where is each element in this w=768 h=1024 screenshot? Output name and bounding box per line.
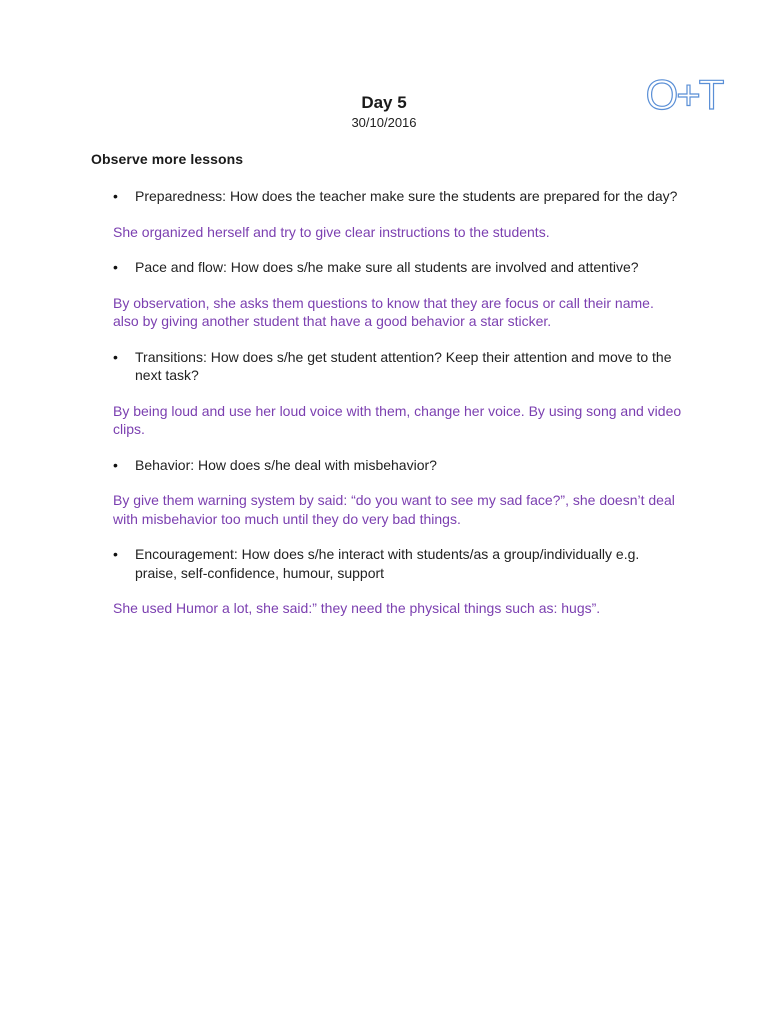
section-heading: Observe more lessons — [91, 151, 244, 167]
question-text: Encouragement: How does s/he interact with students/as a group/individually e.g. praise, self-confidence, humour, support — [135, 546, 640, 581]
observation-list — [113, 187, 683, 635]
question-bullet — [113, 348, 683, 385]
observation-item — [113, 348, 683, 439]
page-title: Day 5 — [361, 93, 407, 112]
logo-text: O+T — [645, 72, 723, 116]
answer-text: She organized herself and try to give clear instructions to the students. — [113, 223, 550, 240]
bullet-icon: • — [113, 259, 118, 275]
page-date: 30/10/2016 — [351, 115, 417, 130]
observation-item — [113, 258, 683, 331]
observation-item — [113, 187, 683, 241]
question-bullet — [113, 187, 683, 206]
observation-item — [113, 456, 683, 529]
question-text: Behavior: How does s/he deal with misbehavior? — [135, 456, 437, 473]
answer-text: She used Humor a lot, she said:” they need the physical things such as: hugs”. — [113, 600, 601, 616]
answer-text: By give them warning system by said: “do you want to see my sad face?”, she doesn’t deal with misbehavior too much until they do very bad things. — [113, 492, 675, 527]
question-bullet — [113, 258, 683, 277]
bullet-icon: • — [113, 348, 118, 365]
bullet-icon: • — [113, 546, 118, 562]
observation-item — [113, 545, 683, 618]
question-text: Preparedness: How does the teacher make sure the students are prepared for the day? — [135, 188, 678, 204]
bullet-icon: • — [113, 456, 118, 473]
answer-text: By being loud and use her loud voice with them, change her voice. By using song and video clips. — [113, 402, 682, 437]
question-text: Transitions: How does s/he get student attention? Keep their attention and move to the next task? — [135, 348, 672, 383]
question-text: Pace and flow: How does s/he make sure all students are involved and attentive? — [135, 259, 639, 275]
question-bullet — [113, 545, 683, 582]
answer-text: By observation, she asks them questions to know that they are focus or call their name. also by giving another student that have a good behavior a star sticker. — [113, 294, 654, 329]
question-bullet — [113, 456, 683, 475]
bullet-icon: • — [113, 188, 118, 204]
